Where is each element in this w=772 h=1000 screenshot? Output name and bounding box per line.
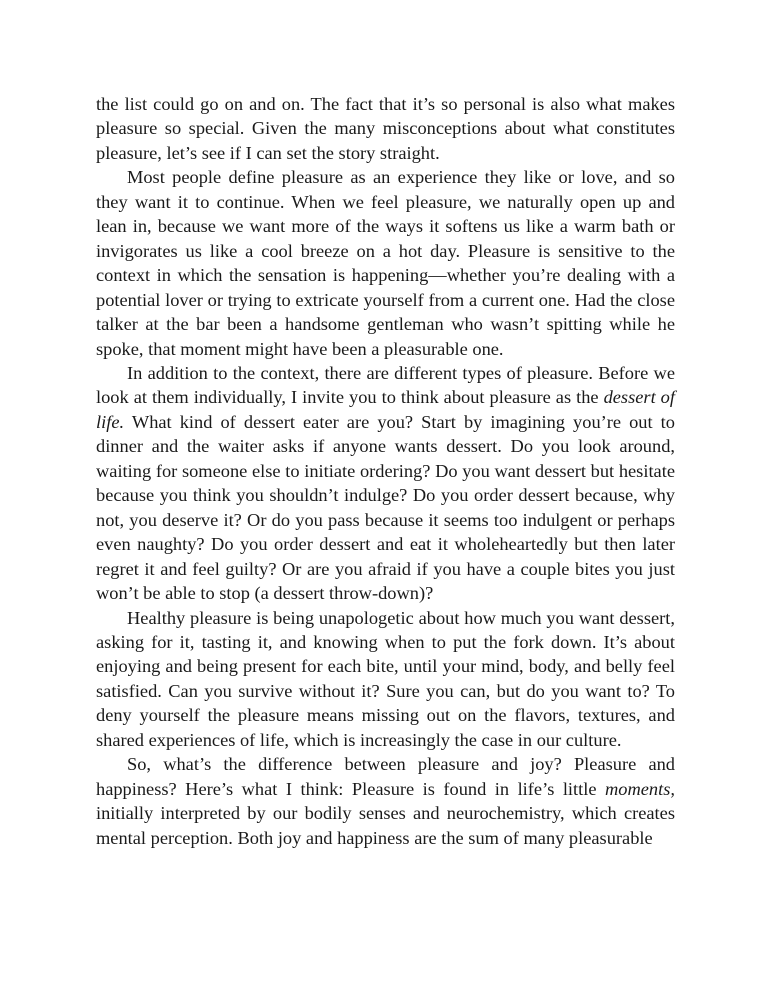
paragraph-3 [96,361,675,606]
paragraph-3-text-a: In addition to the context, there are different types of pleasure. Before we look at them individually, I invite you to think about pleasure as the [96,362,675,408]
paragraph-4-text: Healthy pleasure is being unapologetic about how much you want dessert, asking for it, tasting it, and knowing when to put the fork down. It’s about enjoying and being present for each bite, until your mind, body, and belly feel satisfied. Can you survive without it? Sure you can, but do you want to? To deny yourself the pleasure means missing out on the flavors, textures, and shared experiences of life, which is increasingly the case in our culture. [96,607,675,750]
paragraph-1-text: the list could go on and on. The fact that it’s so personal is also what makes pleasure so special. Given the many misconceptions about what constitutes pleasure, let’s see if I can set the story straight. [96,94,675,163]
paragraph-2-text: Most people define pleasure as an experience they like or love, and so they want it to continue. When we feel pleasure, we naturally open up and lean in, because we want more of the ways it softens us like a warm bath or invigorates us like a cool breeze on a hot day. Pleasure is sensitive to the context in which the sensation is happening—whether you’re dealing with a potential lover or trying to extricate yourself from a current one. Had the close talker at the bar been a handsome gentleman who wasn’t spitting while he spoke, that moment might have been a pleasurable one. [96,167,675,359]
paragraph-1 [96,92,675,165]
paragraph-5-text-a: So, what’s the difference between pleasure and joy? Pleasure and happiness? Here’s what I think: Pleasure is found in life’s little [96,754,675,799]
paragraph-3-text-b: What kind of dessert eater are you? Start by imagining you’re out to dinner and the waiter asks if anyone wants dessert. Do you look around, waiting for someone else to initiate ordering? Do you want dessert but hesitate because you think you shouldn’t indulge? Do you order dessert because, why not, you deserve it? Or do you pass because it seems too indulgent or perhaps even naughty? Do you order dessert and eat it wholeheartedly but then later regret it and feel guilty? Or are you afraid if you have a couple bites you just won’t be able to stop (a dessert throw-down)? [96,411,675,604]
paragraph-2 [96,165,675,361]
paragraph-5-emphasis: moments, [605,778,675,799]
page-body [96,92,675,850]
paragraph-4 [96,606,675,753]
paragraph-5 [96,752,675,850]
paragraph-5-text-b: initially interpreted by our bodily senses and neurochemistry, which creates mental perception. Both joy and happiness are the sum of many pleasurable [96,803,675,848]
paragraph-3-emphasis: dessert of life. [96,387,675,432]
